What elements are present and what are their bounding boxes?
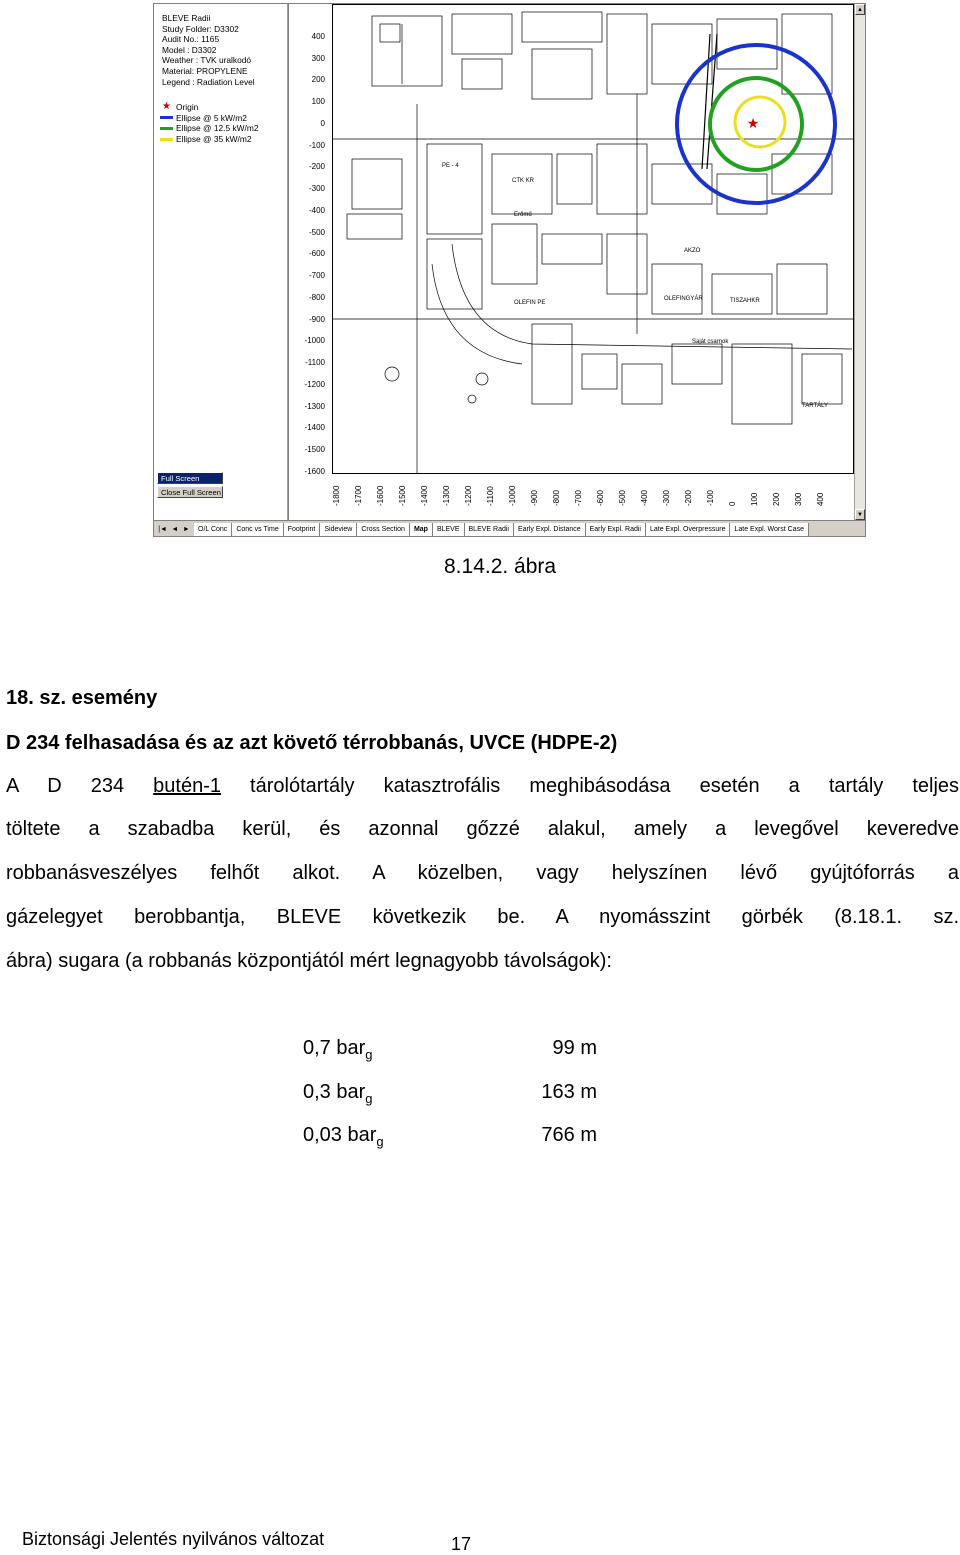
y-tick: -600 — [308, 249, 325, 258]
x-tick: -100 — [706, 489, 715, 506]
map-label: OLEFINGYÁR — [664, 296, 703, 302]
paragraph-line: gázelegyet berobbantja, BLEVE következik be. A nyomásszint görbék (8.18.1. sz. — [6, 906, 959, 928]
first-tab-icon[interactable]: |◄ — [158, 526, 167, 533]
tab-cross-section[interactable]: Cross Section — [357, 523, 410, 536]
paragraph-line — [6, 774, 959, 798]
y-tick: 0 — [320, 119, 325, 128]
pressure-text: 0,7 bar — [303, 1037, 366, 1059]
x-tick: 100 — [750, 492, 759, 506]
scroll-up-icon[interactable]: ▲ — [855, 4, 865, 15]
y-tick: -1100 — [305, 358, 325, 367]
x-tick: -300 — [662, 489, 671, 506]
x-tick: -700 — [574, 489, 583, 506]
tab-late-expl-worst-case[interactable]: Late Expl. Worst Case — [730, 523, 809, 536]
figure-screenshot — [153, 3, 866, 537]
tab-early-expl-distance[interactable]: Early Expl. Distance — [514, 523, 586, 536]
tab-bar — [154, 520, 865, 537]
y-tick: 100 — [311, 97, 325, 106]
event-subheading: D 234 felhasadása és az azt követő térrobbanás, UVCE (HDPE-2) — [6, 732, 618, 754]
footer-title: Biztonsági Jelentés nyilvános változat — [22, 1529, 325, 1549]
x-tick: 200 — [772, 492, 781, 506]
scroll-down-icon[interactable]: ▼ — [855, 509, 865, 520]
paragraph-line: robbanásveszélyes felhőt alkot. A közelben, vagy helyszínen lévő gyújtóforrás a — [6, 862, 959, 884]
paragraph-line: töltete a szabadba kerül, és azonnal gőzzé alakul, amely a levegővel keveredve — [6, 818, 959, 840]
pressure-subscript: g — [365, 1047, 373, 1062]
x-tick: 0 — [728, 501, 737, 506]
map-label: PE - 4 — [442, 163, 459, 169]
x-tick: -1800 — [332, 485, 341, 506]
map-label: AKZO — [684, 248, 701, 254]
legend-item-35kw — [154, 134, 259, 145]
x-tick: 400 — [816, 492, 825, 506]
y-tick: -300 — [308, 184, 325, 193]
next-tab-icon[interactable]: ► — [182, 526, 190, 533]
y-tick: -1400 — [304, 423, 325, 432]
study-info — [154, 13, 255, 87]
info-panel — [154, 4, 288, 520]
x-tick: -1300 — [442, 485, 451, 506]
x-tick: -600 — [596, 489, 605, 506]
legend-item-origin — [154, 102, 259, 113]
pressure-label — [303, 1036, 373, 1062]
info-line: Study Folder: D3302 — [162, 23, 239, 34]
info-line: Weather : TVK uralkodó — [162, 55, 252, 66]
pressure-text: 0,3 bar — [303, 1081, 366, 1103]
x-tick: -1200 — [464, 485, 473, 506]
text-span: A D 234 — [6, 775, 154, 797]
map-label: OLEFIN PE — [514, 300, 546, 306]
info-line: BLEVE Radii — [162, 13, 211, 23]
tab-footprint[interactable]: Footprint — [284, 523, 321, 536]
y-tick: -100 — [308, 141, 325, 150]
map-label: TARTÁLY — [802, 403, 829, 409]
pressure-label — [303, 1123, 384, 1149]
origin-star-icon: ★ — [746, 115, 760, 131]
distance-value: 99 m — [552, 1037, 597, 1059]
vertical-scrollbar[interactable] — [854, 4, 865, 520]
y-tick: -700 — [308, 271, 325, 280]
y-tick: 400 — [311, 32, 325, 41]
map-label: Erőmű — [514, 212, 532, 218]
tab-map[interactable]: Map — [410, 523, 433, 536]
pressure-subscript: g — [365, 1091, 373, 1106]
y-tick: -1500 — [304, 445, 325, 454]
x-tick: -1400 — [420, 485, 429, 506]
legend-label: Ellipse @ 12.5 kW/m2 — [176, 123, 259, 134]
y-tick: 200 — [311, 75, 325, 84]
legend-label: Ellipse @ 5 kW/m2 — [176, 112, 247, 123]
legend-item-12kw — [154, 123, 259, 134]
map-label: TISZAHKR — [730, 298, 760, 304]
legend-label: Origin — [176, 102, 199, 112]
blue-line-icon — [160, 116, 173, 119]
legend-item-5kw — [154, 113, 259, 124]
distance-value: 163 m — [541, 1081, 597, 1103]
y-tick: -1300 — [304, 402, 325, 411]
y-axis — [289, 4, 329, 474]
info-line: Material: PROPYLENE — [162, 65, 248, 76]
info-line: Model : D3302 — [162, 44, 217, 55]
y-tick: -1600 — [304, 467, 325, 476]
x-tick: 300 — [794, 492, 803, 506]
tab-early-expl-radii[interactable]: Early Expl. Radii — [586, 523, 646, 536]
pressure-text: 0,03 bar — [303, 1124, 377, 1146]
pressure-subscript: g — [376, 1134, 384, 1149]
page-number: 17 — [451, 1534, 472, 1554]
x-tick: -400 — [640, 489, 649, 506]
tab-sideview[interactable]: Sideview — [320, 523, 357, 536]
tab-nav[interactable] — [154, 526, 194, 533]
tab-bleve[interactable]: BLEVE — [433, 523, 465, 536]
info-line: Audit No.: 1165 — [162, 34, 220, 45]
tab-ol-conc[interactable]: O/L Conc — [194, 523, 232, 536]
green-line-icon — [160, 127, 173, 130]
figure-caption: 8.14.2. ábra — [444, 555, 557, 578]
yellow-line-icon — [160, 138, 173, 141]
y-tick: -800 — [308, 293, 325, 302]
y-tick: -1200 — [304, 380, 325, 389]
paragraph-line: ábra) sugara (a robbanás központjától mért legnagyobb távolságok): — [6, 950, 612, 972]
pressure-label — [303, 1080, 373, 1106]
info-line: Legend : Radiation Level — [162, 76, 255, 87]
x-tick: -1000 — [508, 485, 517, 506]
map-label: CTK KR — [512, 178, 535, 184]
x-tick: -800 — [552, 489, 561, 506]
full-screen-button[interactable]: Full Screen — [157, 472, 223, 484]
butene-link: butén-1 — [153, 775, 222, 797]
y-tick: -900 — [308, 315, 325, 324]
tab-bleve-radii[interactable]: BLEVE Radii — [465, 523, 514, 536]
prev-tab-icon[interactable]: ◄ — [171, 526, 179, 533]
radiation-35kw-circle — [735, 97, 785, 147]
legend — [154, 102, 259, 144]
star-icon: ★ — [162, 101, 171, 112]
tab-conc-vs-time[interactable]: Conc vs Time — [232, 523, 283, 536]
x-axis — [332, 476, 852, 516]
event-heading: 18. sz. esemény — [6, 687, 158, 709]
y-tick: -400 — [308, 206, 325, 215]
y-tick: 300 — [311, 54, 325, 63]
legend-label: Ellipse @ 35 kW/m2 — [176, 133, 252, 144]
distance-value: 766 m — [541, 1124, 597, 1146]
map-label: Saját csarnok — [692, 339, 729, 345]
site-map-plot — [332, 4, 854, 474]
text-span: tárolótartály katasztrofális meghibásodása esetén a tartály teljes — [221, 775, 960, 797]
x-tick: -500 — [618, 489, 627, 506]
x-tick: -1500 — [398, 485, 407, 506]
y-tick: -500 — [308, 228, 325, 237]
y-tick: -200 — [308, 162, 325, 171]
x-tick: -900 — [530, 489, 539, 506]
x-tick: -1100 — [486, 486, 495, 506]
x-tick: -1600 — [376, 485, 385, 506]
tab-late-expl-overpressure[interactable]: Late Expl. Overpressure — [646, 523, 730, 536]
x-tick: -1700 — [354, 485, 363, 506]
close-full-screen-button[interactable]: Close Full Screen — [157, 486, 223, 498]
y-tick: -1000 — [304, 336, 325, 345]
x-tick: -200 — [684, 489, 693, 506]
